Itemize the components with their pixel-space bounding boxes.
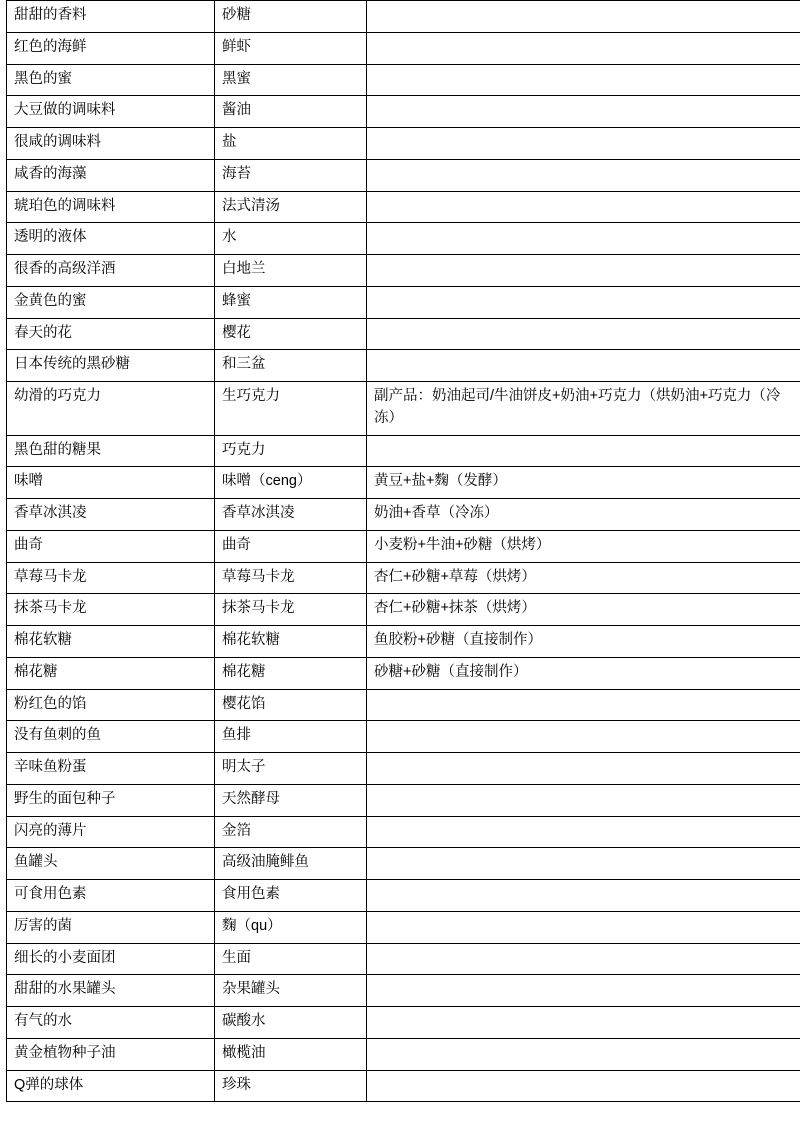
cell-note: 砂糖+砂糖（直接制作） <box>367 657 800 689</box>
cell-description: 草莓马卡龙 <box>7 562 215 594</box>
cell-description: 黑色的蜜 <box>7 64 215 96</box>
cell-description: 粉红色的馅 <box>7 689 215 721</box>
cell-note <box>367 1 800 33</box>
cell-note <box>367 255 800 287</box>
cell-description: 春天的花 <box>7 318 215 350</box>
cell-description: 味噌 <box>7 467 215 499</box>
table-row <box>7 689 800 721</box>
cell-note <box>367 1038 800 1070</box>
cell-name: 味噌（ceng） <box>215 467 367 499</box>
cell-description: 黑色甜的糖果 <box>7 435 215 467</box>
cell-name: 麴（qu） <box>215 911 367 943</box>
cell-name: 鱼排 <box>215 721 367 753</box>
cell-name: 棉花糖 <box>215 657 367 689</box>
table-row <box>7 435 800 467</box>
cell-note <box>367 975 800 1007</box>
cell-name: 草莓马卡龙 <box>215 562 367 594</box>
cell-description: 很香的高级洋酒 <box>7 255 215 287</box>
table-row <box>7 96 800 128</box>
cell-name: 金箔 <box>215 816 367 848</box>
table-row <box>7 816 800 848</box>
cell-name: 抹茶马卡龙 <box>215 594 367 626</box>
cell-description: 棉花软糖 <box>7 626 215 658</box>
cell-description: 棉花糖 <box>7 657 215 689</box>
cell-name: 高级油腌鲱鱼 <box>215 848 367 880</box>
table-row <box>7 880 800 912</box>
cell-description: 很咸的调味料 <box>7 128 215 160</box>
cell-note <box>367 816 800 848</box>
cell-note: 黄豆+盐+麴（发酵） <box>367 467 800 499</box>
cell-description: 辛味鱼粉蛋 <box>7 753 215 785</box>
table-row <box>7 499 800 531</box>
cell-description: 红色的海鲜 <box>7 32 215 64</box>
cell-description: Q弹的球体 <box>7 1070 215 1102</box>
table-row <box>7 530 800 562</box>
ingredients-table <box>6 0 800 1102</box>
table-row <box>7 318 800 350</box>
table-row <box>7 191 800 223</box>
table-row <box>7 128 800 160</box>
cell-note <box>367 880 800 912</box>
table-row <box>7 657 800 689</box>
table-row <box>7 784 800 816</box>
cell-note <box>367 848 800 880</box>
cell-name: 法式清汤 <box>215 191 367 223</box>
cell-description: 闪亮的薄片 <box>7 816 215 848</box>
cell-description: 透明的液体 <box>7 223 215 255</box>
cell-name: 水 <box>215 223 367 255</box>
cell-name: 生巧克力 <box>215 382 367 436</box>
table-row <box>7 848 800 880</box>
cell-note <box>367 1007 800 1039</box>
cell-note <box>367 286 800 318</box>
cell-name: 巧克力 <box>215 435 367 467</box>
cell-name: 棉花软糖 <box>215 626 367 658</box>
cell-name: 食用色素 <box>215 880 367 912</box>
table-row <box>7 223 800 255</box>
cell-name: 橄榄油 <box>215 1038 367 1070</box>
cell-note: 副产品：奶油起司/牛油饼皮+奶油+巧克力（烘奶油+巧克力（冷冻） <box>367 382 800 436</box>
cell-description: 有气的水 <box>7 1007 215 1039</box>
cell-description: 黄金植物种子油 <box>7 1038 215 1070</box>
cell-name: 天然酵母 <box>215 784 367 816</box>
cell-note <box>367 689 800 721</box>
cell-note <box>367 753 800 785</box>
cell-note <box>367 191 800 223</box>
cell-description: 鱼罐头 <box>7 848 215 880</box>
cell-note <box>367 32 800 64</box>
cell-name: 碳酸水 <box>215 1007 367 1039</box>
cell-description: 日本传统的黑砂糖 <box>7 350 215 382</box>
cell-name: 盐 <box>215 128 367 160</box>
cell-note <box>367 318 800 350</box>
cell-note <box>367 911 800 943</box>
cell-name: 曲奇 <box>215 530 367 562</box>
cell-note <box>367 1070 800 1102</box>
table-row <box>7 350 800 382</box>
cell-name: 酱油 <box>215 96 367 128</box>
table-row <box>7 32 800 64</box>
cell-note <box>367 96 800 128</box>
cell-description: 琥珀色的调味料 <box>7 191 215 223</box>
table-row <box>7 721 800 753</box>
cell-name: 香草冰淇凌 <box>215 499 367 531</box>
table-row <box>7 286 800 318</box>
cell-name: 鲜虾 <box>215 32 367 64</box>
cell-note: 鱼胶粉+砂糖（直接制作） <box>367 626 800 658</box>
cell-name: 樱花馅 <box>215 689 367 721</box>
cell-note <box>367 350 800 382</box>
table-row <box>7 562 800 594</box>
cell-description: 咸香的海藻 <box>7 159 215 191</box>
table-row <box>7 594 800 626</box>
table-row <box>7 64 800 96</box>
cell-description: 金黄色的蜜 <box>7 286 215 318</box>
cell-note: 小麦粉+牛油+砂糖（烘烤） <box>367 530 800 562</box>
table-row <box>7 467 800 499</box>
cell-name: 海苔 <box>215 159 367 191</box>
cell-description: 厉害的菌 <box>7 911 215 943</box>
cell-description: 曲奇 <box>7 530 215 562</box>
cell-note: 杏仁+砂糖+抹茶（烘烤） <box>367 594 800 626</box>
table-row <box>7 255 800 287</box>
cell-description: 甜甜的水果罐头 <box>7 975 215 1007</box>
cell-description: 细长的小麦面团 <box>7 943 215 975</box>
cell-note <box>367 223 800 255</box>
table-row <box>7 1 800 33</box>
cell-note <box>367 943 800 975</box>
table-row <box>7 1038 800 1070</box>
cell-note: 奶油+香草（冷冻） <box>367 499 800 531</box>
cell-description: 野生的面包种子 <box>7 784 215 816</box>
cell-name: 珍珠 <box>215 1070 367 1102</box>
cell-note <box>367 64 800 96</box>
table-row <box>7 975 800 1007</box>
cell-note <box>367 128 800 160</box>
table-row <box>7 1007 800 1039</box>
cell-name: 杂果罐头 <box>215 975 367 1007</box>
cell-description: 甜甜的香料 <box>7 1 215 33</box>
table-row <box>7 753 800 785</box>
cell-name: 黑蜜 <box>215 64 367 96</box>
cell-note <box>367 721 800 753</box>
cell-name: 砂糖 <box>215 1 367 33</box>
table-row <box>7 159 800 191</box>
cell-note <box>367 435 800 467</box>
table-row <box>7 1070 800 1102</box>
cell-description: 没有鱼刺的鱼 <box>7 721 215 753</box>
cell-note <box>367 159 800 191</box>
cell-name: 和三盆 <box>215 350 367 382</box>
cell-name: 白地兰 <box>215 255 367 287</box>
table-row <box>7 911 800 943</box>
cell-description: 幼滑的巧克力 <box>7 382 215 436</box>
cell-name: 生面 <box>215 943 367 975</box>
cell-note: 杏仁+砂糖+草莓（烘烤） <box>367 562 800 594</box>
table-row <box>7 626 800 658</box>
cell-name: 蜂蜜 <box>215 286 367 318</box>
cell-description: 大豆做的调味料 <box>7 96 215 128</box>
cell-description: 可食用色素 <box>7 880 215 912</box>
cell-description: 香草冰淇凌 <box>7 499 215 531</box>
table-row <box>7 943 800 975</box>
table-row <box>7 382 800 436</box>
cell-note <box>367 784 800 816</box>
cell-description: 抹茶马卡龙 <box>7 594 215 626</box>
cell-name: 樱花 <box>215 318 367 350</box>
cell-name: 明太子 <box>215 753 367 785</box>
table-body <box>7 1 800 1102</box>
